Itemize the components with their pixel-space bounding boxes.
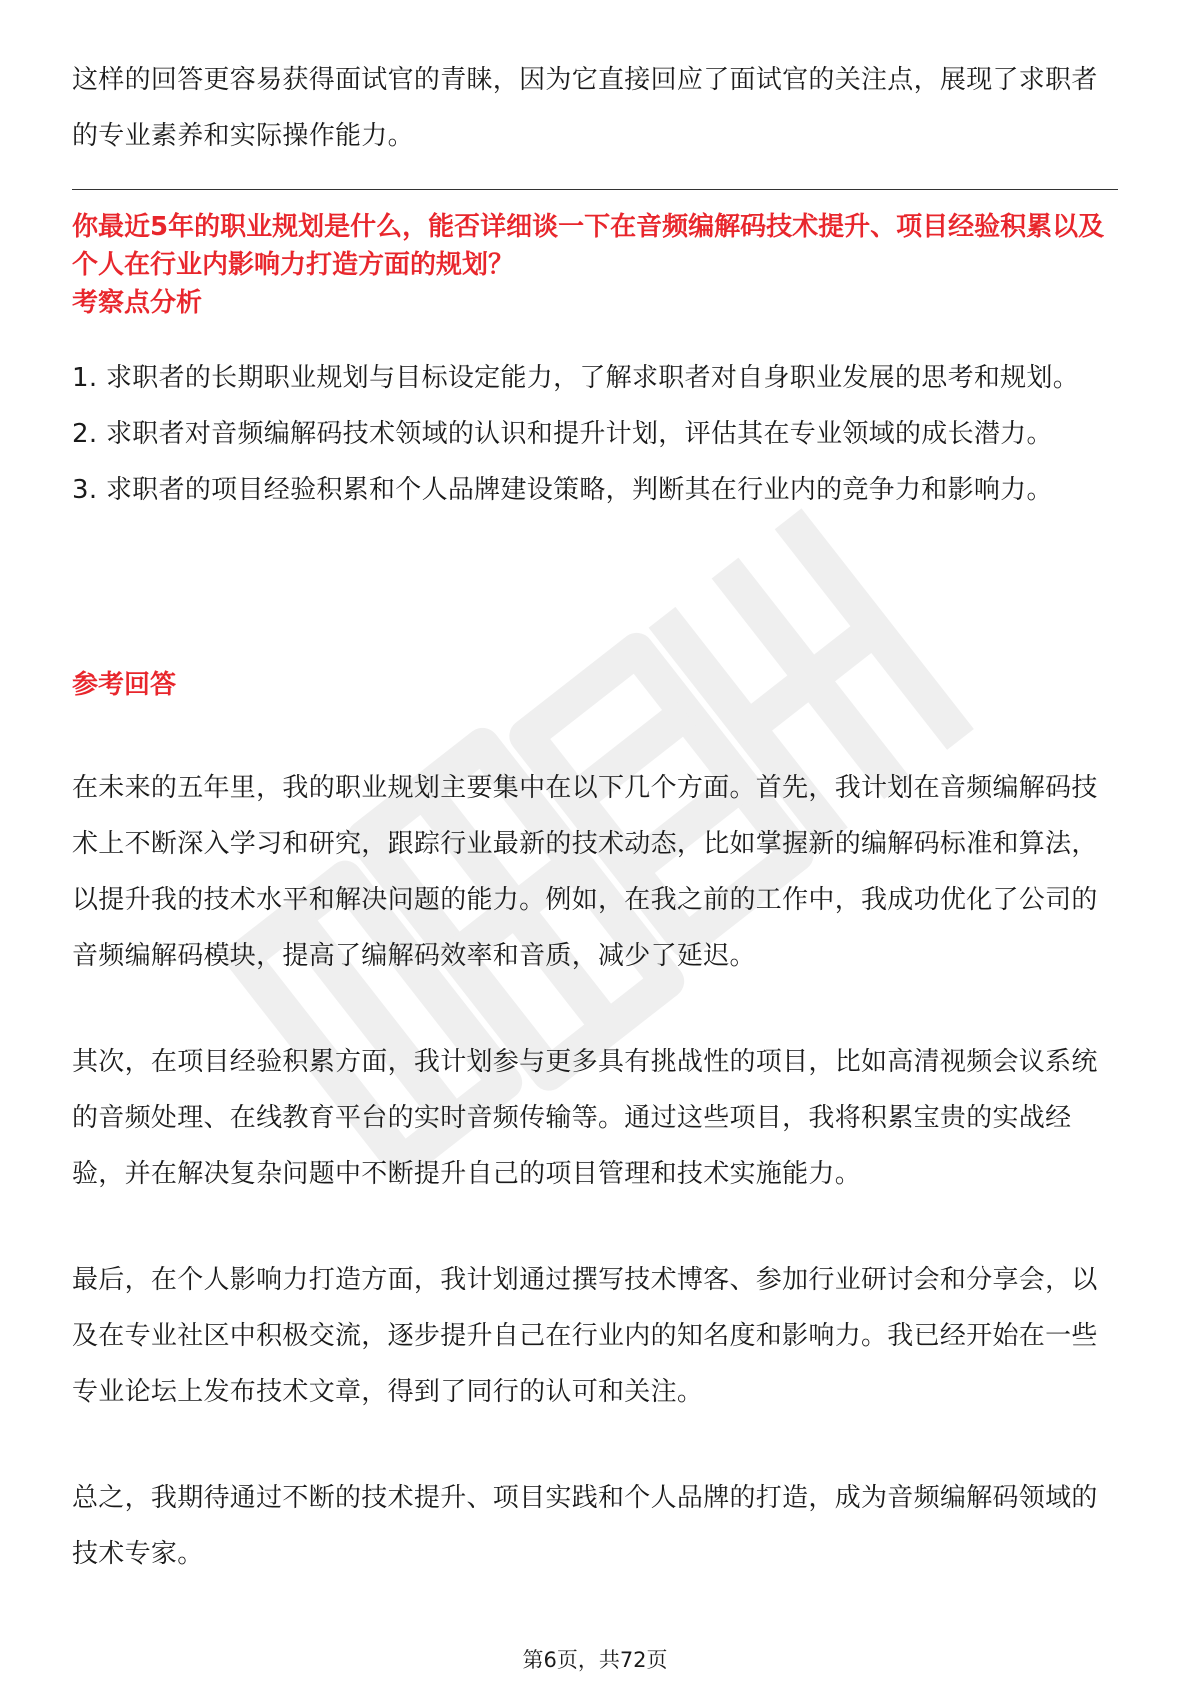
section-divider: [72, 189, 1118, 190]
page-footer: 第6页，共72页: [522, 1648, 668, 1672]
analysis-item: 1. 求职者的长期职业规划与目标设定能力，了解求职者对自身职业发展的思考和规划。: [72, 363, 1080, 393]
question-heading: 你最近5年的职业规划是什么，能否详细谈一下在音频编解码技术提升、项目经验积累以及个人在行业内影响力打造方面的规划？: [72, 212, 1105, 280]
answer-body: [72, 760, 1118, 1582]
answer-paragraph: 总之，我期待通过不断的技术提升、项目实践和个人品牌的打造，成为音频编解码领域的技术专家。: [72, 1483, 1098, 1569]
analysis-item: 3. 求职者的项目经验积累和个人品牌建设策略，判断其在行业内的竞争力和影响力。: [72, 475, 1053, 505]
answer-paragraph: 最后，在个人影响力打造方面，我计划通过撰写技术博客、参加行业研讨会和分享会，以及在专业社区中积极交流，逐步提升自己在行业内的知名度和影响力。我已经开始在一些专业论坛上发布技术文章，得到了同行的认可和关注。: [72, 1265, 1098, 1407]
intro-paragraph: 这样的回答更容易获得面试官的青睐，因为它直接回应了面试官的关注点，展现了求职者的专业素养和实际操作能力。: [72, 65, 1098, 151]
analysis-item: 2. 求职者对音频编解码技术领域的认识和提升计划，评估其在专业领域的成长潜力。: [72, 419, 1053, 449]
answer-title: 参考回答: [72, 670, 177, 700]
answer-paragraph: 其次，在项目经验积累方面，我计划参与更多具有挑战性的项目，比如高清视频会议系统的音频处理、在线教育平台的实时音频传输等。通过这些项目，我将积累宝贵的实战经验，并在解决复杂问题中不断提升自己的项目管理和技术实施能力。: [72, 1047, 1098, 1189]
analysis-title: 考察点分析: [72, 288, 203, 318]
analysis-list: [72, 350, 1118, 518]
answer-paragraph: 在未来的五年里，我的职业规划主要集中在以下几个方面。首先，我计划在音频编解码技术上不断深入学习和研究，跟踪行业最新的技术动态，比如掌握新的编解码标准和算法，以提升我的技术水平和解决问题的能力。例如，在我之前的工作中，我成功优化了公司的音频编解码模块，提高了编解码效率和音质，减少了延迟。: [72, 773, 1098, 971]
